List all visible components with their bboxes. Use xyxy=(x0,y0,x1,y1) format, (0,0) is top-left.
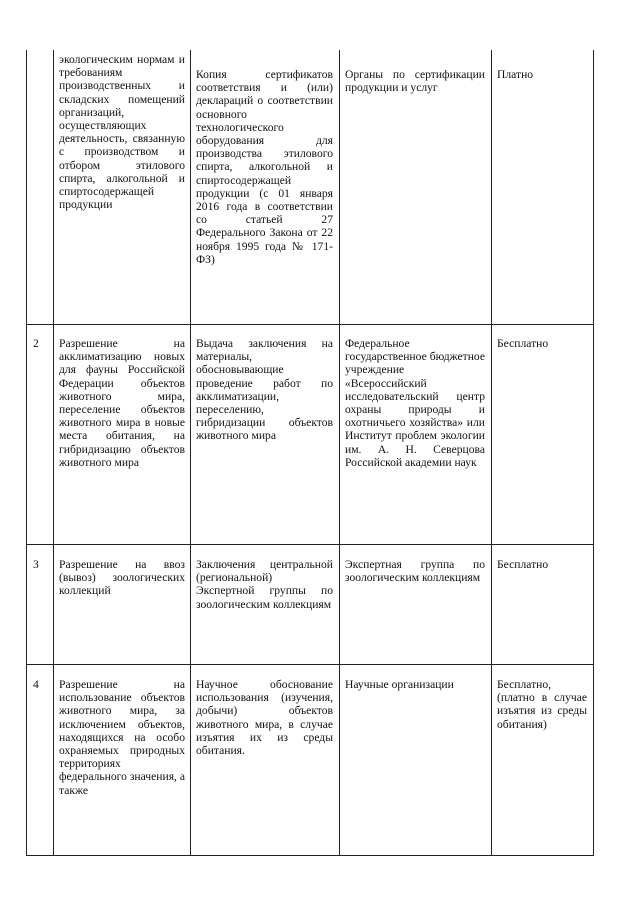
permits-table xyxy=(26,50,594,856)
documents-cell: Научное обоснование использования (изучения, добычи) объектов животного мира, в случае изъятия их из среды обитания. xyxy=(196,678,333,758)
column-divider xyxy=(339,50,340,856)
organization-cell: Научные организации xyxy=(345,678,454,691)
column-divider xyxy=(491,50,492,856)
organization-cell: Федеральное государственное бюджетное учреждение «Всероссийский исследовательский центр охраны природы и охотничьего хозяйства» или Институт проблем экологии им. А. Н. Северцова Российской академии наук xyxy=(345,337,485,469)
organization-cell: Экспертная группа по зоологическим коллекциям xyxy=(345,558,485,585)
row-number: 2 xyxy=(33,337,39,350)
documents-cell: Заключения центральной (региональной) Экспертной группы по зоологическим коллекциям xyxy=(196,558,333,611)
table-border-left xyxy=(26,50,27,856)
fee-cell: Платно xyxy=(497,68,534,81)
table-border-right xyxy=(593,50,594,856)
row-divider xyxy=(26,324,594,325)
fee-cell: Бесплатно xyxy=(497,558,549,571)
row-number: 3 xyxy=(33,558,39,571)
row-divider xyxy=(26,664,594,665)
documents-cell: Копия сертификатов соответствия и (или) деклараций о соответствии основного технологического оборудования для производства этилового спирта, алкогольной и спиртосодержащей продукции (с 01 января 2016 года в соответствии со статьей 27 Федерального Закона от 22 ноября 1995 года № 171-ФЗ) xyxy=(196,68,333,266)
permit-name-cell: Разрешение на акклиматизацию новых для фауны Российской Федерации объектов животного мира, переселение объектов животного мира в новые места обитания, на гибридизацию объектов животного мира xyxy=(59,337,185,469)
fee-cell: Бесплатно, (платно в случае изъятия из среды обитания) xyxy=(497,678,587,731)
column-divider xyxy=(53,50,54,856)
permit-name-cell: Разрешение на ввоз (вывоз) зоологических коллекций xyxy=(59,558,185,598)
documents-cell: Выдача заключения на материалы, обосновывающие проведение работ по акклиматизации, переселению, гибридизации объектов животного мира xyxy=(196,337,333,443)
row-number: 4 xyxy=(33,678,39,691)
permit-name-cell: Разрешение на использование объектов животного мира, за исключением объектов, находящихся на особо охраняемых природных территориях федерального значения, а также xyxy=(59,678,185,797)
column-divider xyxy=(190,50,191,856)
organization-cell: Органы по сертификации продукции и услуг xyxy=(345,68,485,95)
permit-name-cell: экологическим нормам и требованиям производственных и складских помещений организаций, осуществляющих деятельность, связанную с производством и отбором этилового спирта, алкогольной и спиртосодержащей продукции xyxy=(59,53,185,212)
fee-cell: Бесплатно xyxy=(497,337,549,350)
table-border-bottom xyxy=(26,855,594,856)
row-divider xyxy=(26,544,594,545)
